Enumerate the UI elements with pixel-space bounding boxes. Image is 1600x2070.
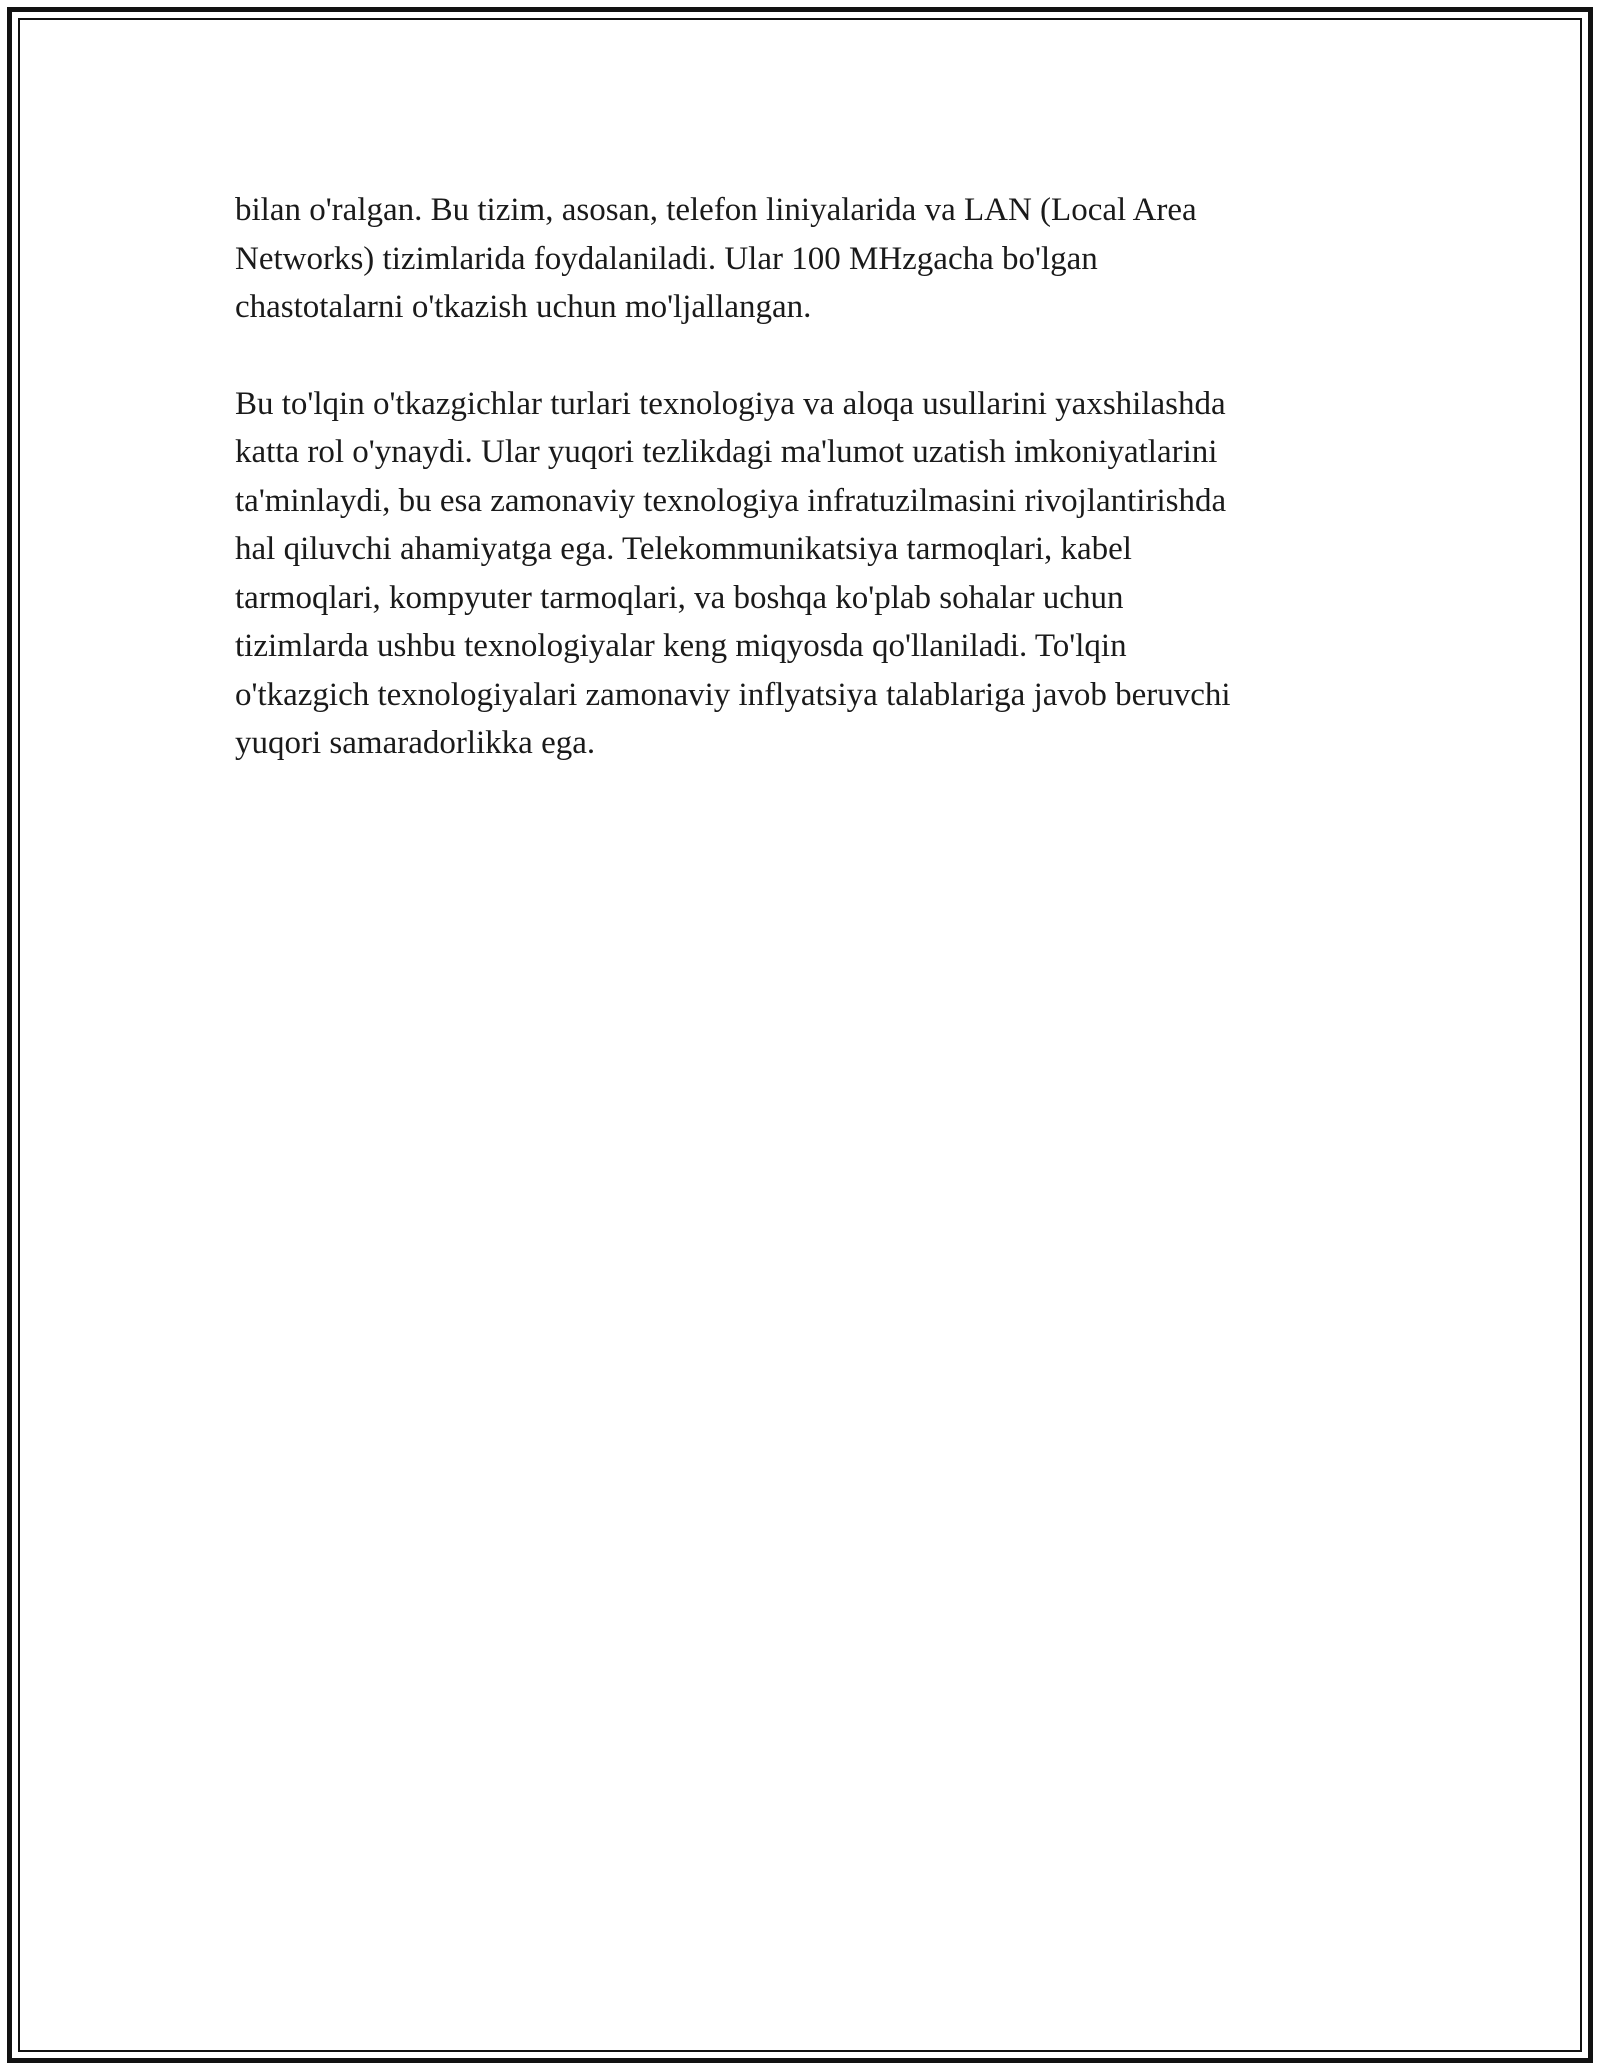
paragraph: bilan o'ralgan. Bu tizim, asosan, telefon liniyalarida va LAN (Local Area Networks) tizimlarida foydalaniladi. Ular 100 MHzgacha bo'lgan chastotalarni o'tkazish uchun mo'ljallangan.: [235, 192, 1197, 325]
paragraph: Bu to'lqin o'tkazgichlar turlari texnologiya va aloqa usullarini yaxshilashda katta rol o'ynaydi. Ular yuqori tezlikdagi ma'lumot uzatish imkoniyatlarini ta'minlaydi, bu esa zamonaviy texnologiya infratuzilmasini rivojlantirishda hal qiluvchi ahamiyatga ega. Telekommunikatsiya tarmoqlari, kabel tarmoqlari, kompyuter tarmoqlari, va boshqa ko'plab sohalar uchun tizimlarda ushbu texnologiyalar keng miqyosda qo'llaniladi. To'lqin o'tkazgich texnologiyalari zamonaviy inflyatsiya talablariga javob beruvchi yuqori samaradorlikka ega.: [235, 385, 1231, 761]
document-body: [235, 186, 1375, 768]
